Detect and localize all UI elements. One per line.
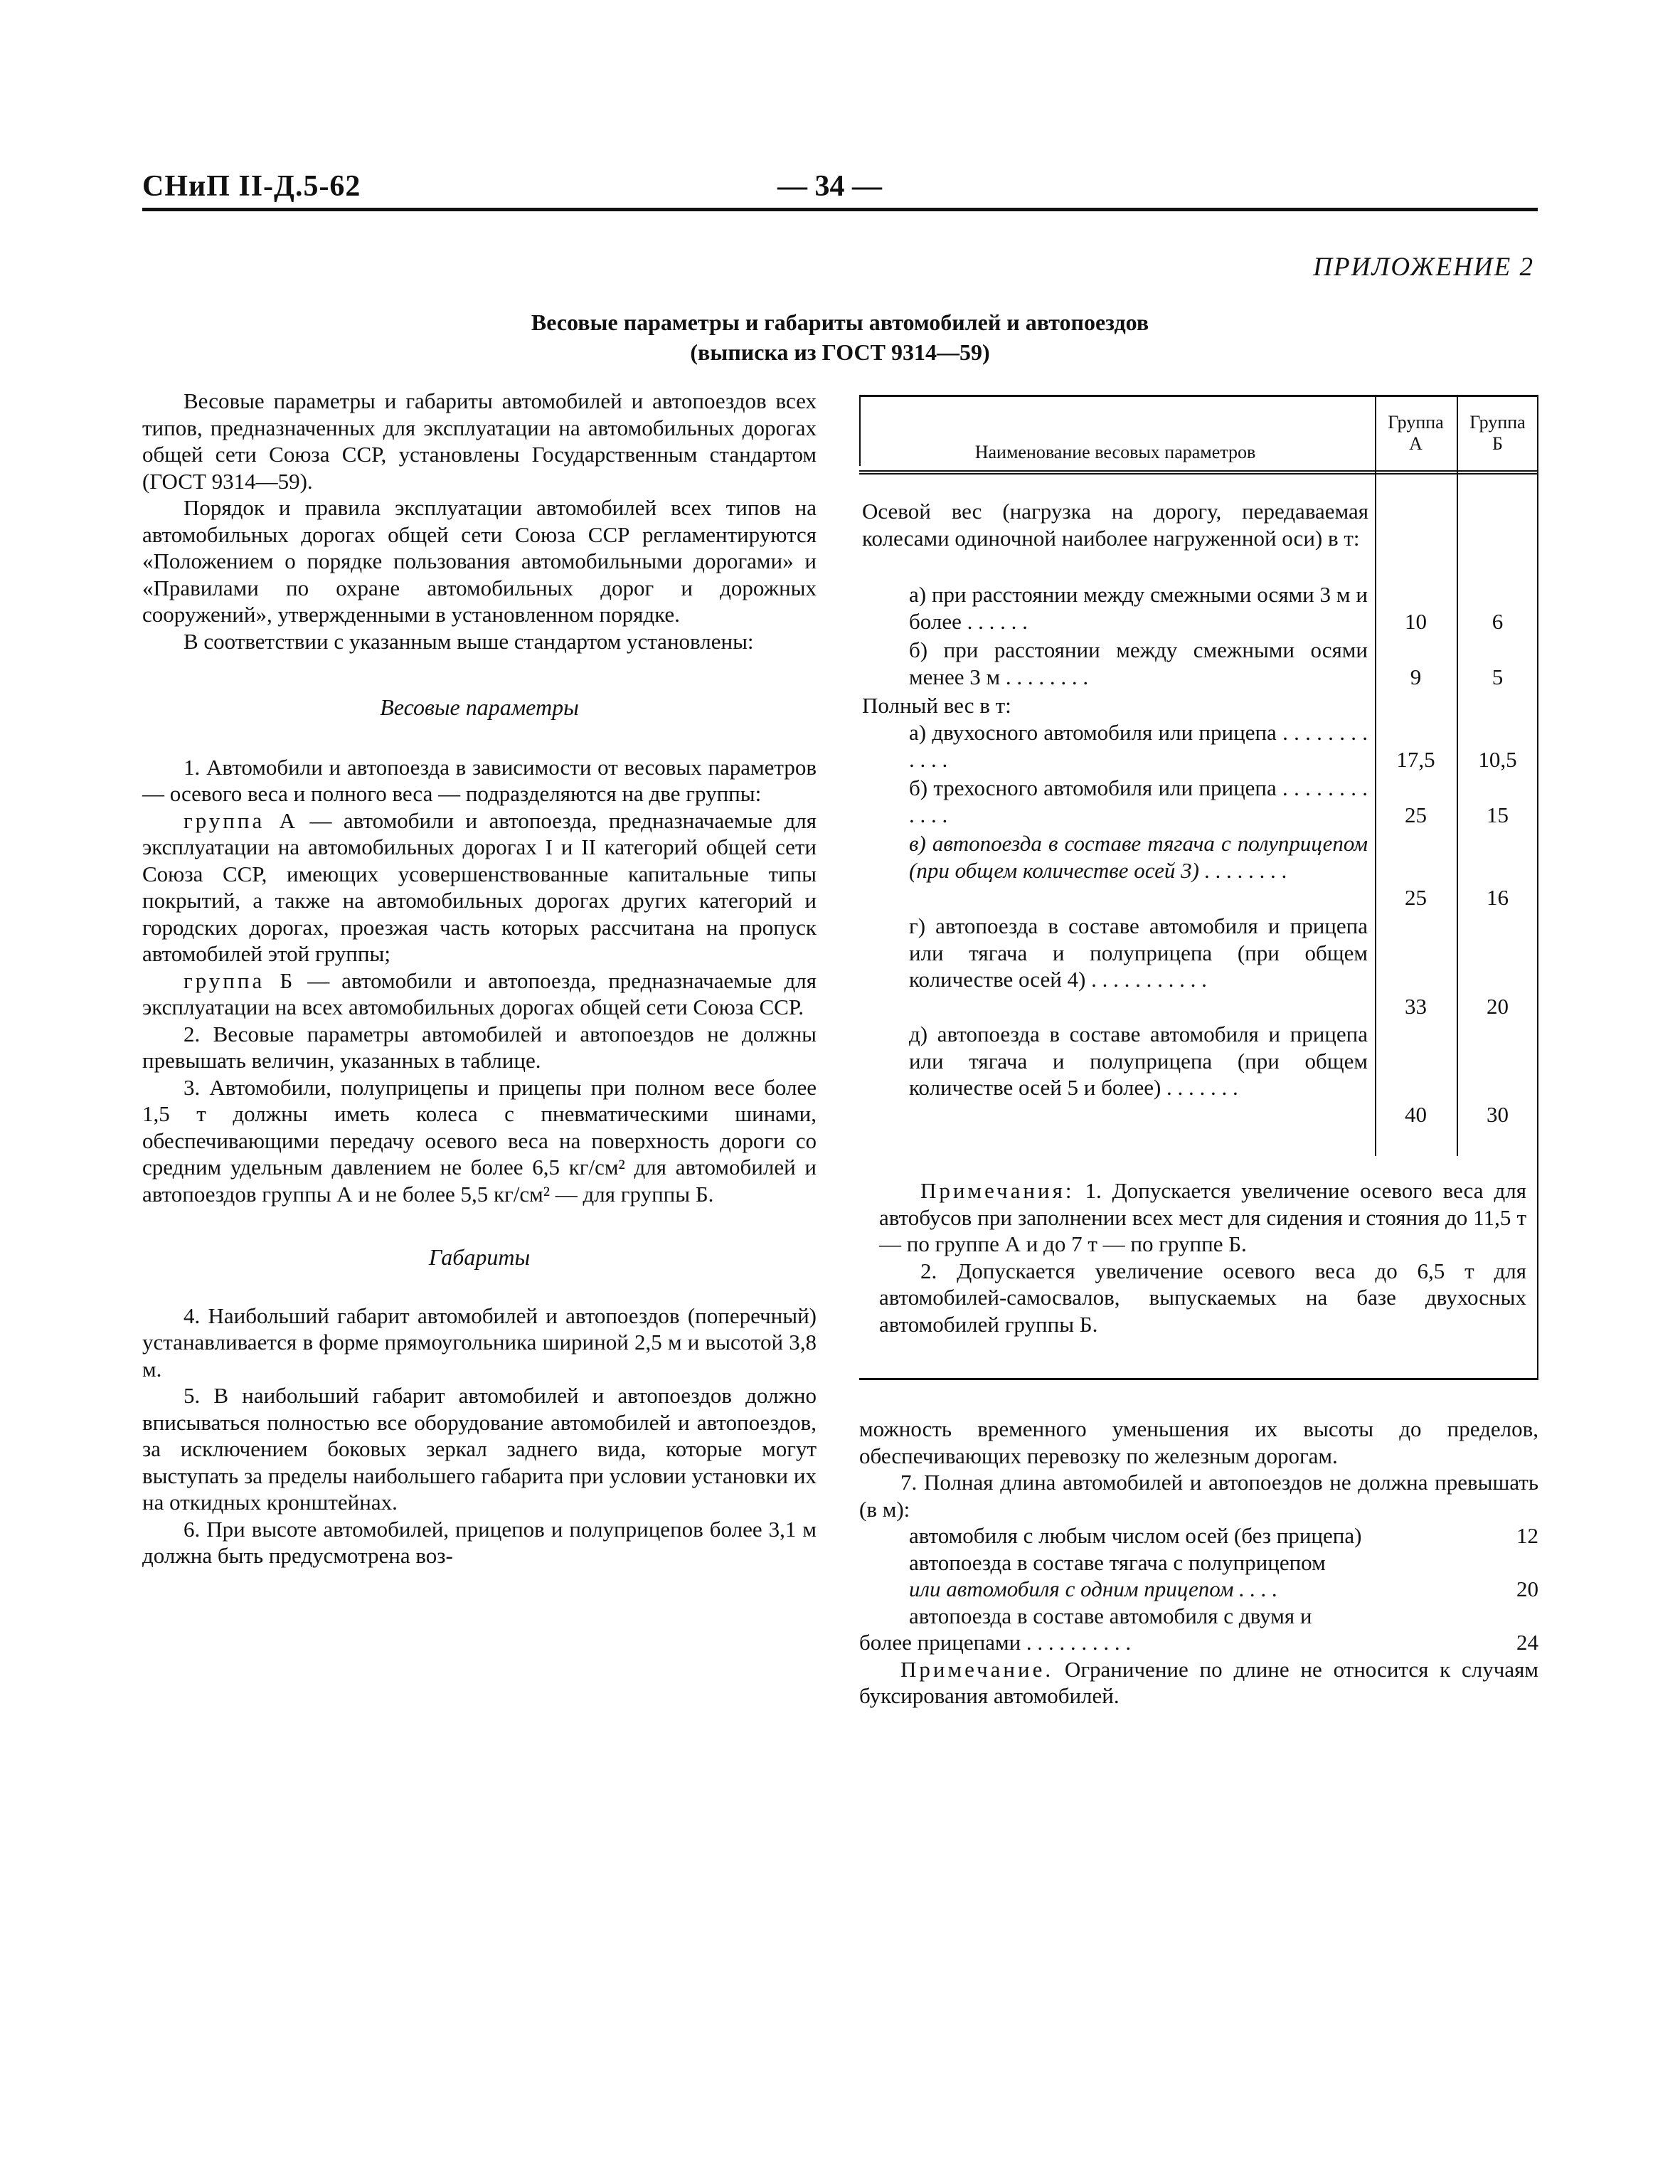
length-note [859, 1656, 1538, 1709]
header-rule [142, 208, 1538, 211]
group-a-header-word: Группа [1388, 412, 1444, 433]
group-a-header-letter: А [1409, 433, 1423, 454]
axle-b-group-a: 9 [1410, 664, 1422, 689]
group-b-label: группа Б [184, 968, 296, 993]
page-number: — 34 — [777, 170, 882, 203]
paragraph-6-continuation: можность временного уменьшения их высоты до пределов, обеспечивающих перевозку по железным дорогам. [859, 1416, 1538, 1468]
length-note-text: Ограничение по длине не относится к случаям буксирования автомобилей. [859, 1656, 1538, 1708]
full-c-group-a: 25 [1405, 885, 1427, 910]
full-weight-heading: Полный вес в т: [862, 693, 1011, 718]
table-note-2: 2. Допускается увеличение осевого веса до 6,5 т для автомобилей-самосвалов, выпускаемых на базе двухосных автомобилей группы Б. [879, 1258, 1526, 1337]
group-a-label: группа А [184, 807, 299, 833]
table-row [859, 581, 1538, 637]
section-title-dimensions: Габариты [428, 1244, 531, 1270]
table-row [859, 637, 1538, 692]
group-a-paragraph [142, 807, 817, 968]
length-5-value: 24 [1516, 1630, 1538, 1655]
table-row-axle-heading [859, 498, 1538, 580]
full-c-text: в) автопоезда в составе тягача с полуприцепом (при общем количестве осей 3) . . . . . . . . [909, 831, 1368, 883]
left-column [142, 388, 817, 1569]
paragraph-2: 2. Весовые параметры автомобилей и автопоездов не должны превышать величин, указанных в таблице. [142, 1021, 817, 1073]
group-a-text: — автомобили и автопоезда, предназначаемые для эксплуатации на автомобильных дорогах I и II категорий общей сети Союза ССР, имеющих усовершенствованные капитальные типы покрытий, а также на автомобильных дорогах других категорий и городских дорогах, проезжая часть которых рассчитана на пропуск автомобилей этой группы; [142, 807, 817, 966]
paragraph-6: 6. При высоте автомобилей, прицепов и полуприцепов более 3,1 м должна быть предусмотрена воз- [142, 1516, 817, 1568]
paragraph-3: 3. Автомобили, полуприцепы и прицепы при полном весе более 1,5 т должны иметь колеса с пневматическими шинами, обеспечивающими передачу осевого веса на поверхность дороги со средним удельным давлением не более 6,5 кг/см² для автомобилей и автопоездов группы А и не более 5,5 кг/см² — для группы Б. [142, 1074, 817, 1207]
full-d-group-b: 20 [1487, 994, 1509, 1019]
group-b-text: — автомобили и автопоезда, предназначаемые для эксплуатации на всех автомобильных дорогах общей сети Союза ССР. [142, 968, 817, 1019]
axle-heading-text: Осевой вес (нагрузка на дорогу, передаваемая колесами одиночной наиболее нагруженной оси) в т: [862, 499, 1368, 551]
paragraph-4: 4. Наибольший габарит автомобилей и автопоездов (поперечный) устанавливается в форме прямоугольника шириной 2,5 м и высотой 3,8 м. [142, 1303, 817, 1382]
length-row-5 [859, 1629, 1538, 1656]
axle-a-text: а) при расстоянии между смежными осями 3 м и более . . . . . . [909, 582, 1368, 634]
group-b-header-word: Группа [1469, 412, 1526, 433]
group-b-header-letter: Б [1492, 433, 1503, 454]
length-row-1 [859, 1522, 1538, 1549]
full-b-group-b: 15 [1487, 802, 1509, 827]
paragraph-5: 5. В наибольший габарит автомобилей и автопоездов должно вписываться полностью все оборудование автомобилей и автопоездов, за исключением боковых зеркал заднего вида, которые могут выступать за пределы наибольшего габарита при условии установки их на откидных кронштейнах. [142, 1383, 817, 1515]
table-row-full-heading [859, 692, 1538, 721]
length-note-label: Примечание. [900, 1656, 1054, 1682]
full-d-group-a: 33 [1405, 994, 1427, 1019]
length-row-2: автопоезда в составе тягача с полуприцепом [909, 1549, 1326, 1575]
group-b-paragraph [142, 968, 817, 1021]
right-column-lower [859, 1416, 1538, 1709]
intro-paragraph-3: В соответствии с указанным выше стандартом установлены: [184, 628, 754, 654]
document-code: СНиП II-Д.5-62 [142, 170, 361, 203]
full-c-group-b: 16 [1487, 885, 1509, 910]
table-bottom-rule [859, 1378, 1538, 1380]
table-row [859, 1021, 1538, 1129]
table-header-group-b [1457, 412, 1538, 455]
full-b-group-a: 25 [1405, 802, 1427, 827]
notes-label: Примечания: [920, 1178, 1075, 1203]
full-e-group-a: 40 [1405, 1102, 1427, 1127]
section-title-weights: Весовые параметры [380, 694, 579, 720]
table-note-1 [879, 1177, 1526, 1258]
table-row [859, 775, 1538, 830]
axle-a-group-a: 10 [1405, 609, 1427, 634]
length-5-text: более прицепами . . . . . . . . . . [859, 1630, 1132, 1655]
weights-table [859, 395, 1538, 1380]
full-d-text: г) автопоезда в составе автомобиля и прицепа или тягача и полуприцепа (при общем количестве осей 4) . . . . . . . . . . . [909, 913, 1368, 992]
length-3-value: 20 [1516, 1576, 1538, 1601]
title-line-2: (выписка из ГОСТ 9314—59) [690, 339, 990, 365]
full-e-text: д) автопоезда в составе автомобиля и прицепа или тягача и полуприцепа (при общем количестве осей 5 и более) . . . . . . . [909, 1022, 1368, 1100]
intro-paragraph-2: Порядок и правила эксплуатации автомобилей всех типов на автомобильных дорогах общей сети Союза ССР регламентируются «Положением о порядке пользования автомобильными дорогами» и «Правилами по охране автомобильных дорог и дорожных сооружений», утвержденными в установленном порядке. [142, 495, 817, 627]
table-row [859, 719, 1538, 775]
full-a-text: а) двухосного автомобиля или прицепа . . . . . . . . . . . . [909, 720, 1368, 772]
note-1-text: 1. Допускается увеличение осевого веса для автобусов при заполнении всех мест для сидения и стояния до 11,5 т — по группе А и до 7 т — по группе Б. [879, 1178, 1526, 1256]
length-1-text: автомобиля с любым числом осей (без прицепа) [909, 1523, 1362, 1548]
length-row-3 [859, 1576, 1538, 1603]
length-row-4: автопоезда в составе автомобиля с двумя и [909, 1603, 1312, 1628]
title-line-1: Весовые параметры и габариты автомобилей и автопоездов [531, 309, 1149, 335]
paragraph-7: 7. Полная длина автомобилей и автопоездов не должна превышать (в м): [859, 1470, 1538, 1522]
table-notes [879, 1177, 1526, 1337]
full-b-text: б) трехосного автомобиля или прицепа . . . . . . . . . . . . [909, 775, 1368, 827]
full-a-group-a: 17,5 [1396, 747, 1435, 772]
full-a-group-b: 10,5 [1478, 747, 1517, 772]
length-1-value: 12 [1516, 1523, 1538, 1548]
table-top-rule [859, 395, 1538, 397]
axle-b-group-b: 5 [1492, 664, 1504, 689]
axle-b-text: б) при расстоянии между смежными осями менее 3 м . . . . . . . . [909, 637, 1368, 689]
full-e-group-b: 30 [1487, 1102, 1509, 1127]
document-title [0, 307, 1680, 367]
paragraph-1: 1. Автомобили и автопоезда в зависимости от весовых параметров — осевого веса и полного веса — подразделяются на две группы: [142, 754, 817, 806]
table-row [859, 830, 1538, 912]
axle-a-group-b: 6 [1492, 609, 1504, 634]
length-3-text: или автомобиля с одним прицепом . . . . [909, 1576, 1278, 1601]
table-row [859, 913, 1538, 1021]
intro-paragraph-1: Весовые параметры и габариты автомобилей и автопоездов всех типов, предназначенных для эксплуатации на автомобильных дорогах общей сети Союза ССР, установлены Государственным стандартом (ГОСТ 9314—59). [142, 388, 817, 494]
table-header-group-a [1375, 412, 1457, 455]
table-header-name: Наименование весовых параметров [974, 442, 1256, 462]
appendix-label: ПРИЛОЖЕНИЕ 2 [1313, 253, 1534, 282]
